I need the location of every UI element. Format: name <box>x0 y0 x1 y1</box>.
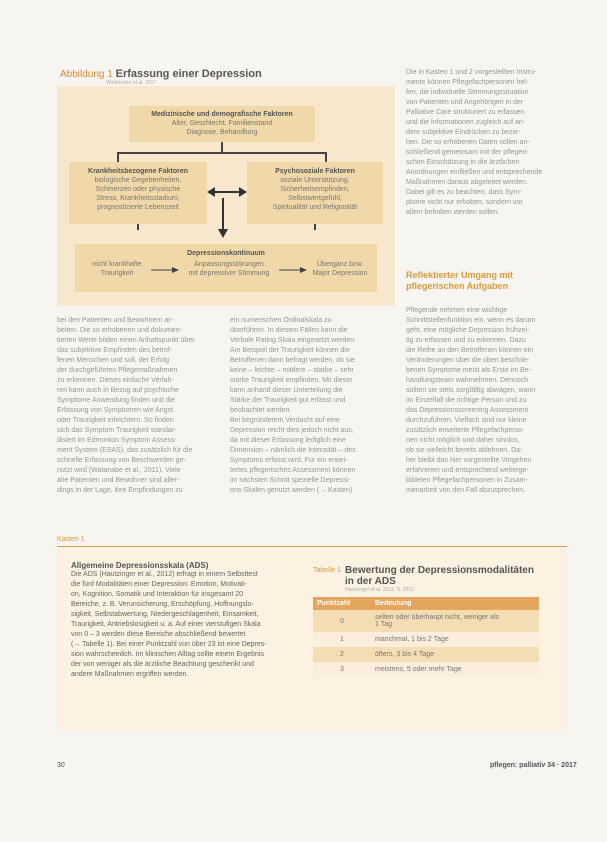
left-column-line: nutzt wird (Watanabe et al., 2011). Viele <box>57 467 181 474</box>
table-cell-score: 0 <box>313 610 371 632</box>
table-header: Bedeutung <box>371 597 539 610</box>
middle-column-line: starke Traurigkeit empfinden. Mit dieser <box>230 377 353 384</box>
ads-line: sigkeit, Selbstabwertung, Niedergeschlagenheit, Einsamkeit, <box>71 611 259 618</box>
psychosocial-factors-box <box>247 162 383 224</box>
psychosocial-factors-line: Spiritualität und Religiosität <box>272 204 358 211</box>
right-column-top-text <box>406 68 566 218</box>
ads-title: Allgemeine Depressionsskala (ADS) <box>71 561 209 570</box>
meaning-line: selten oder überhaupt nicht, weniger als <box>375 614 500 621</box>
ads-line: andere Maßnahmen ergriffen werden. <box>71 671 189 678</box>
figure-label: Abbildung 1 <box>60 69 113 80</box>
table-title <box>345 565 534 593</box>
table-cell-meaning: meistens, 5 oder mehr Tage <box>371 662 539 677</box>
arrow-right-icon <box>279 266 307 274</box>
left-column-line: Symptome Anwendung finden und die <box>57 397 175 404</box>
connector-line <box>137 224 139 230</box>
middle-column-line: Betroffenen dann befragt werden, ob sie <box>230 357 355 364</box>
section-subheading <box>406 270 566 292</box>
table-caption <box>313 565 539 593</box>
right-column-line: bildeten Pflegefachpersonen in Zusam- <box>406 477 528 484</box>
middle-column-line: keine – leichte – mittlere – starke – sehr <box>230 367 354 374</box>
table-row <box>313 662 539 677</box>
left-column-line: sich das Symptom Traurigkeit standar- <box>57 427 177 434</box>
left-column-line: zu erkennen. Dieses einfache Verfah- <box>57 377 174 384</box>
demographic-factors-head: Medizinische und demografische Faktoren <box>151 111 293 118</box>
left-column-line: beiten. Die so erhobenen und dokumen- <box>57 327 182 334</box>
table-cell-score: 3 <box>313 662 371 677</box>
left-column-line: ren kann auch in Bezug auf psychische <box>57 387 179 394</box>
table-title-line: Bewertung der Depressionsmodalitäten <box>345 565 534 576</box>
table-header-row <box>313 597 539 610</box>
left-column-line: fenen Menschen und soll, der Erfolg <box>57 357 170 364</box>
middle-column-line: kann anhand dieser Unterteilung die <box>230 387 343 394</box>
figure-title: Erfassung einer Depression <box>115 68 262 80</box>
left-column-line: Erfassung von Symptomen wie Angst <box>57 407 173 414</box>
middle-column-line: Dimension – nämlich die Intensität – des <box>230 447 356 454</box>
table-cell-meaning <box>371 610 539 632</box>
right-column-line: ob sie vielleicht bereits ablehnen. Da- <box>406 447 523 454</box>
middle-column-line: überführen. In diesem Fällen kann die <box>230 327 348 334</box>
right-column-line: Palliative Care strukturiert zu erfassen <box>406 109 525 116</box>
middle-column-line: tertes pflegerisches Assessment können <box>230 467 356 474</box>
right-column-line: die Reihe an den Betroffenen können ein <box>406 347 534 354</box>
right-column-line: Veränderungen über die oben beschrie- <box>406 357 530 364</box>
right-column-line: her bleibt das hier vorgestellte Vorgehen <box>406 457 532 464</box>
disease-factors-head: Krankheitsbezogene Faktoren <box>88 168 188 175</box>
right-column-line: menarbeit von den Fall abzusprechen. <box>406 487 526 494</box>
right-column-line: sollten sie stets sorgfältig abwägen, wann <box>406 387 536 394</box>
ads-line: von 0 – 3 werden diese Bereiche abschließend bewertet <box>71 631 246 638</box>
continuum-left <box>81 260 153 278</box>
connector-line <box>325 152 327 162</box>
continuum-right <box>307 260 373 278</box>
right-column-line: benen Symptome meist als Erste im Be- <box>406 367 531 374</box>
middle-column-line: Symptoms erfasst wird. Für ein erwei- <box>230 457 348 464</box>
table-1 <box>313 565 539 677</box>
ads-line: sion wahrscheinlich. Im klinischen Alltag sollte einem Ergebnis <box>71 651 264 658</box>
right-column-line: allem behoben werden sollen. <box>406 209 500 216</box>
left-column-line: dings in der Lage, ihre Empfindungen zu <box>57 487 183 494</box>
depression-continuum-box <box>75 244 377 292</box>
continuum-middle <box>179 260 279 278</box>
right-column-line: Dabei gilt es zu beachten, dass Sym- <box>406 189 522 196</box>
arrow-right-icon <box>151 266 179 274</box>
right-column-line: hen. Die so erhobenen Daten sollen an- <box>406 139 530 146</box>
journal-name: pflegen: palliativ 34 · 2017 <box>490 762 577 769</box>
middle-column-text <box>230 316 396 496</box>
right-column-line: von Patienten und Angehörigen in der <box>406 99 524 106</box>
ads-line: on, Kognition, Somatik und Interaktion für insgesamt 20 <box>71 591 243 598</box>
right-column-line: nen nicht möglich und daher sinnlos, <box>406 437 520 444</box>
subheading-line: Reflektierter Umgang mit <box>406 270 514 280</box>
ads-text <box>71 570 303 680</box>
right-column-line: zusätzlich erweiterte Pflegefachperso- <box>406 427 525 434</box>
right-column-line: Die in Kasten 1 und 2 vorgestellten Instru- <box>406 69 537 76</box>
middle-column-line: ein numerischen Ordinalskala zu <box>230 317 332 324</box>
figure-source: Wolfersdorf et al. 2017 <box>106 80 157 86</box>
continuum-left-line: nicht krankhafte <box>92 261 142 268</box>
psychosocial-factors-line: Selbstwertgefühl, <box>288 195 342 202</box>
continuum-right-line: Major Depression <box>312 270 368 277</box>
disease-factors-box <box>69 162 207 224</box>
right-column-line: geht, eine mögliche Depression frühzei- <box>406 327 530 334</box>
page-number: 30 <box>57 762 65 769</box>
kasten-box <box>57 549 567 731</box>
right-column-bottom-text <box>406 306 566 496</box>
right-column-line: tig zu erfassen und zu erkennen. Dazu <box>406 337 526 344</box>
continuum-right-line: Überganz bzw. <box>316 261 364 268</box>
meaning-line: 1 Tag <box>375 621 392 628</box>
table-row <box>313 647 539 662</box>
continuum-head: Depressionskontinuum <box>187 250 265 257</box>
down-arrow-icon <box>215 198 231 238</box>
continuum-middle-line: Anpassungsstörungen <box>194 261 264 268</box>
kasten-rule <box>57 546 567 547</box>
disease-factors-line: biologische Gegebenheiten, <box>94 177 182 184</box>
middle-column-line: Verbale Rating Skala eingesetzt werden. <box>230 337 357 344</box>
ads-description <box>71 561 303 680</box>
middle-column-line: Stärke der Traurigkeit gut erfasst und <box>230 397 346 404</box>
right-column-line: Pflegende nehmen eine wichtige <box>406 307 508 314</box>
right-column-line: das Depressionsscreening Assessment <box>406 407 529 414</box>
middle-column-line: im nächsten Schritt spezielle Depressi- <box>230 477 351 484</box>
ads-line: Traurigkeit, Antriebslosigkeit u. a. Auf einer vierstufigen Skala <box>71 621 261 628</box>
continuum-left-line: Traurigkeit <box>100 270 134 277</box>
demographic-factors-box <box>129 106 315 142</box>
connector-line <box>117 152 327 154</box>
right-column-line: durchzuführen. Vielfach sind nur kleine <box>406 417 527 424</box>
table-label: Tabelle 1 <box>313 567 342 574</box>
left-column-line: der durchgeführten Pflegemaßnahmen <box>57 367 178 374</box>
left-column-line: oder Traurigkeit erleichtern. So finden <box>57 417 174 424</box>
continuum-middle-line: mit depressiver Stimmung <box>188 270 270 277</box>
psychosocial-factors-head: Psychosoziale Faktoren <box>275 168 355 175</box>
connector-line <box>314 224 316 230</box>
right-column-line: Schnittstellenfunktion ein, wenn es darum <box>406 317 536 324</box>
right-column-line: fen, die individuelle Stimmungssituation <box>406 89 529 96</box>
right-column-line: und die Informationen zugleich auf an- <box>406 119 526 126</box>
ads-line: die fünf Modalitäten einer Depression: Emotion, Motivati- <box>71 581 247 588</box>
left-column-text <box>57 316 223 496</box>
right-column-line: schließend gemeinsam mit der pflegeri- <box>406 149 529 156</box>
ads-line: Die ADS (Hautzinger et al., 2012) erfragt in einem Selbsttest <box>71 571 258 578</box>
right-column-line: ptome nicht nur erhoben, sondern vor <box>406 199 523 206</box>
left-column-line: disiert im Edmonton Symptom Assess- <box>57 437 177 444</box>
disease-factors-line: prognostizierte Lebenszeit <box>97 204 179 211</box>
right-column-line: dere subjektive Eindrücken zu bezie- <box>406 129 521 136</box>
table-header: Punktzahl <box>313 597 371 610</box>
middle-column-line: Depression reicht dies jedoch nicht aus, <box>230 427 354 434</box>
table-title-line: in der ADS <box>345 576 396 587</box>
left-column-line: ment System (ESAS), das zusätzlich für die <box>57 447 193 454</box>
table-cell-score: 2 <box>313 647 371 662</box>
table-row <box>313 610 539 632</box>
right-column-line: schen Einschätzung in die ärztlichen <box>406 159 520 166</box>
table-cell-meaning: öfters, 3 bis 4 Tage <box>371 647 539 662</box>
right-column-line: im Einzelfall die richtige Person und zu <box>406 397 527 404</box>
left-column-line: das subjektive Empfinden des betrof- <box>57 347 173 354</box>
figure-diagram <box>57 86 395 306</box>
demographic-factors-line: Diagnose, Behandlung <box>186 129 258 136</box>
ads-line: der von weniger als die ärztliche Beachtung geschenkt und <box>71 661 254 668</box>
middle-column-line: beobachtet werden. <box>230 407 292 414</box>
disease-factors-line: Stress, Krankheitsstadium, <box>96 195 180 202</box>
right-column-line: Anordnungen einfließen und entsprechende <box>406 169 543 176</box>
left-column-line: alte Patienten und Bewohner sind aller- <box>57 477 180 484</box>
middle-column-line: Bei begründetem Verdacht auf eine <box>230 417 340 424</box>
right-column-line: handlungsteam wahrnehmen. Dennoch <box>406 377 529 384</box>
connector-line <box>221 142 223 152</box>
middle-column-line: ons-Skalen genutzt werden (→ Kasten) <box>230 487 353 494</box>
table-row <box>313 632 539 647</box>
table-cell-meaning: manchmal, 1 bis 2 Tage <box>371 632 539 647</box>
figure-caption <box>60 68 262 80</box>
middle-column-line: da mit dieser Erfassung lediglich eine <box>230 437 346 444</box>
table-source: Hautzinger et al. 2012, S. 2012 <box>345 587 414 593</box>
ads-line: Bereiche, z. B. Verunsicherung, Erschöpfung, Hoffnungslo- <box>71 601 254 608</box>
ads-table <box>313 597 539 677</box>
right-column-line: mente können Pflegefachpersonen hel- <box>406 79 529 86</box>
left-column-line: tierten Werte bilden einen Anhaltspunkt über <box>57 337 195 344</box>
disease-factors-line: Schmerzen oder physische <box>95 186 181 193</box>
left-column-line: bei den Patienten und Bewohnern ar- <box>57 317 173 324</box>
demographic-factors-line: Alter, Geschlecht, Familienstand <box>171 120 273 127</box>
left-column-line: schnelle Erfassung von Beschwerden ge- <box>57 457 186 464</box>
psychosocial-factors-line: Sicherheitsempfinden, <box>280 186 350 193</box>
right-column-line: erfahrenen und entsprechend weiterge- <box>406 467 529 474</box>
subheading-line: pflegerischen Aufgaben <box>406 281 509 291</box>
kasten-label: Kasten 1 <box>57 536 85 543</box>
connector-line <box>117 152 119 162</box>
middle-column-line: Am Beispiel der Traurigkeit können die <box>230 347 350 354</box>
ads-line: (→ Tabelle 1). Bei einer Punktzahl von über 23 ist eine Depres- <box>71 641 267 648</box>
right-column-line: Maßnahmen daraus abgeleitet werden. <box>406 179 528 186</box>
table-cell-score: 1 <box>313 632 371 647</box>
psychosocial-factors-line: soziale Unterstützung, <box>280 177 350 184</box>
